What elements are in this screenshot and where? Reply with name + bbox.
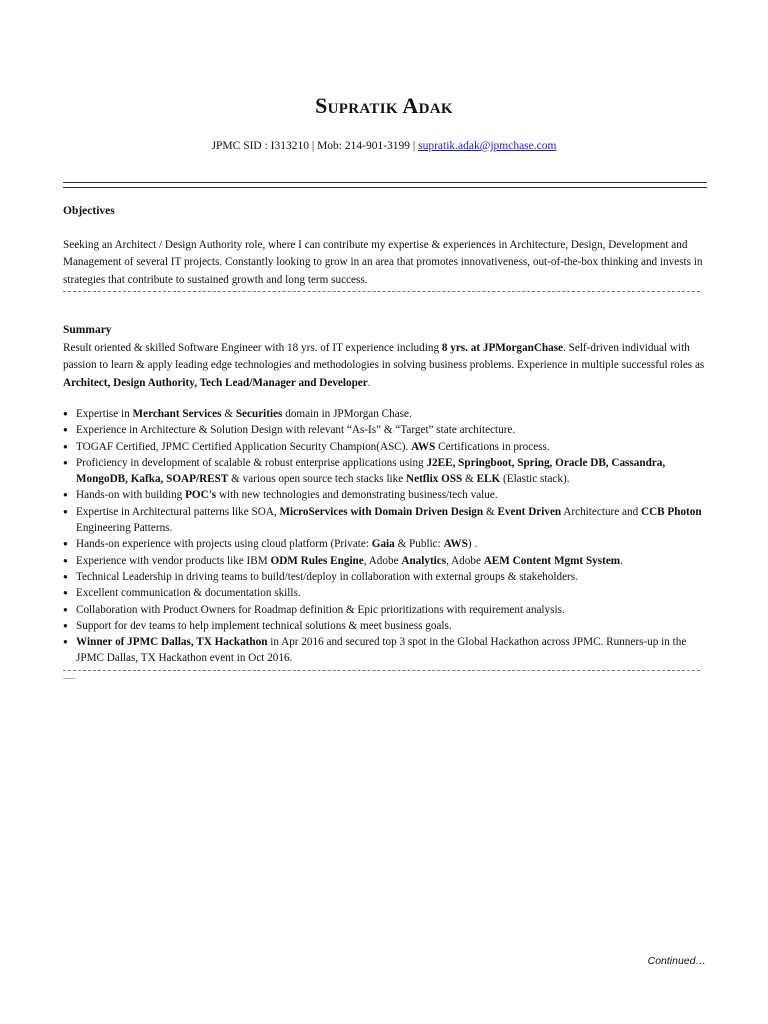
bold-run: CCB Photon [640, 505, 702, 518]
text-run: Experience with vendor products like IBM [76, 554, 271, 567]
text-run: Expertise in [76, 408, 133, 420]
text-run: Collaboration with Product Owners for Roadmap definition & Epic prioritizations with requirement analysis. [76, 603, 565, 616]
text-run: TOGAF Certified, JPMC Certified Application Security Champion(ASC). [76, 440, 412, 453]
bold-run: 8 yrs. at JPMorganChase [441, 342, 564, 354]
summary-bullet-item [63, 406, 708, 422]
summary-bullet-item [63, 585, 708, 601]
header-rule-top [63, 182, 707, 183]
text-run: . [367, 376, 371, 389]
bold-run: Netflix OSS [406, 473, 463, 486]
bold-run: Event Driven [497, 505, 562, 518]
summary-intro [63, 340, 708, 392]
text-run: ) . [467, 538, 478, 551]
bold-run: Securities [235, 408, 283, 420]
summary-bullet-item [63, 618, 708, 634]
divider-mark [63, 678, 75, 679]
objectives-text: Seeking an Architect / Design Authority role, where I can contribute my expertise & experiences in Architecture, Design, Development and Management of several IT projects. Constantly looking to grow in an area that promotes innovativeness, out-of-the-box thinking and invests in strategies that contribute to sustained growth and long term success. [63, 239, 703, 286]
text-run: in Apr 2016 and secured top 3 spot in the Global Hackathon across JPMC. Runners-up in the JPMC Dallas, TX Hackathon event in Oct 2016. [76, 636, 687, 665]
text-run: & [462, 473, 477, 486]
text-run: & [221, 408, 236, 420]
bold-run: Gaia [371, 538, 395, 551]
summary-bullet-item [63, 634, 708, 667]
summary-bullet-item [63, 487, 708, 503]
mobile-text: Mob: 214-901-3199 [317, 140, 411, 152]
text-run: , Adobe [363, 554, 402, 567]
text-run: Experience in Architecture & Solution Design with relevant “As-Is” & “Target” state architecture. [76, 424, 516, 437]
contact-line [0, 140, 768, 152]
text-run: & [483, 505, 498, 518]
bold-run: ELK [476, 473, 501, 486]
summary-bullet-item [63, 422, 708, 438]
text-run: Engineering Patterns. [76, 522, 173, 535]
continued-label: Continued… [647, 955, 706, 967]
text-run: & Public: [394, 538, 444, 551]
summary-bullet-item [63, 553, 708, 569]
bold-run: ODM Rules Engine [270, 554, 364, 567]
text-run: Excellent communication & documentation skills. [76, 587, 301, 600]
text-run: . [620, 554, 623, 567]
text-run: Architecture and [561, 505, 641, 518]
summary-bullet-list [63, 406, 708, 667]
bold-run: Merchant Services [132, 408, 222, 420]
contact-separator: | [309, 140, 318, 152]
text-run: . Self-driven individual with passion to learn & apply leading edge technologies and methodologies in solving business problems. Experience in multiple successful roles as [63, 342, 705, 372]
bold-run: Architect, Design Authority, Tech Lead/Manager and Developer [63, 376, 368, 389]
text-run: Hands-on experience with projects using cloud platform (Private: [76, 538, 372, 551]
summary-bullet-item [63, 504, 708, 537]
section-divider [63, 670, 700, 671]
text-run: with new technologies and demonstrating business/tech value. [216, 489, 498, 502]
text-run: Result oriented & skilled Software Engineer with 18 yrs. of IT experience including [63, 342, 442, 354]
text-run: Expertise in Architectural patterns like SOA, [76, 505, 280, 518]
summary-bullet-item [63, 602, 708, 618]
contact-separator: | [410, 140, 419, 152]
text-run: Hands-on with building [76, 489, 186, 502]
text-run: Technical Leadership in driving teams to build/test/deploy in collaboration with external groups & stakeholders. [76, 570, 578, 583]
header-rule-bottom [63, 187, 707, 188]
email-link[interactable]: supratik.adak@jpmchase.com [418, 140, 557, 152]
summary-heading: Summary [63, 324, 112, 336]
summary-bullet-item [63, 536, 708, 552]
text-run: Support for dev teams to help implement technical solutions & meet business goals. [76, 619, 452, 632]
summary-bullet-item [63, 439, 708, 455]
text-run: domain in JPMorgan Chase. [282, 408, 412, 420]
objectives-heading: Objectives [63, 205, 115, 217]
candidate-name: Supratik Adak [315, 93, 453, 118]
bold-run: MicroServices with Domain Driven Design [279, 505, 484, 518]
bold-run: AEM Content Mgmt System [483, 554, 621, 567]
text-run: , Adobe [446, 554, 484, 567]
bold-run: AWS [443, 538, 468, 551]
section-divider [63, 291, 700, 292]
bold-run: J2EE, Springboot, Spring, Oracle DB, Cassandra, MongoDB, Kafka, SOAP/REST [76, 456, 666, 486]
text-run: (Elastic stack). [500, 473, 570, 486]
text-run: Certifications in process. [435, 440, 550, 453]
summary-bullet-item [63, 569, 708, 585]
sid-text: JPMC SID : I313210 [211, 140, 310, 152]
text-run: Proficiency in development of scalable & robust enterprise applications using [76, 456, 427, 469]
bold-run: Analytics [401, 554, 447, 567]
bold-run: Winner of JPMC Dallas, TX Hackathon [76, 636, 268, 649]
bold-run: POC's [185, 489, 217, 502]
bold-run: AWS [411, 440, 436, 453]
text-run: & various open source tech stacks like [228, 473, 407, 486]
summary-bullet-item [63, 455, 708, 488]
